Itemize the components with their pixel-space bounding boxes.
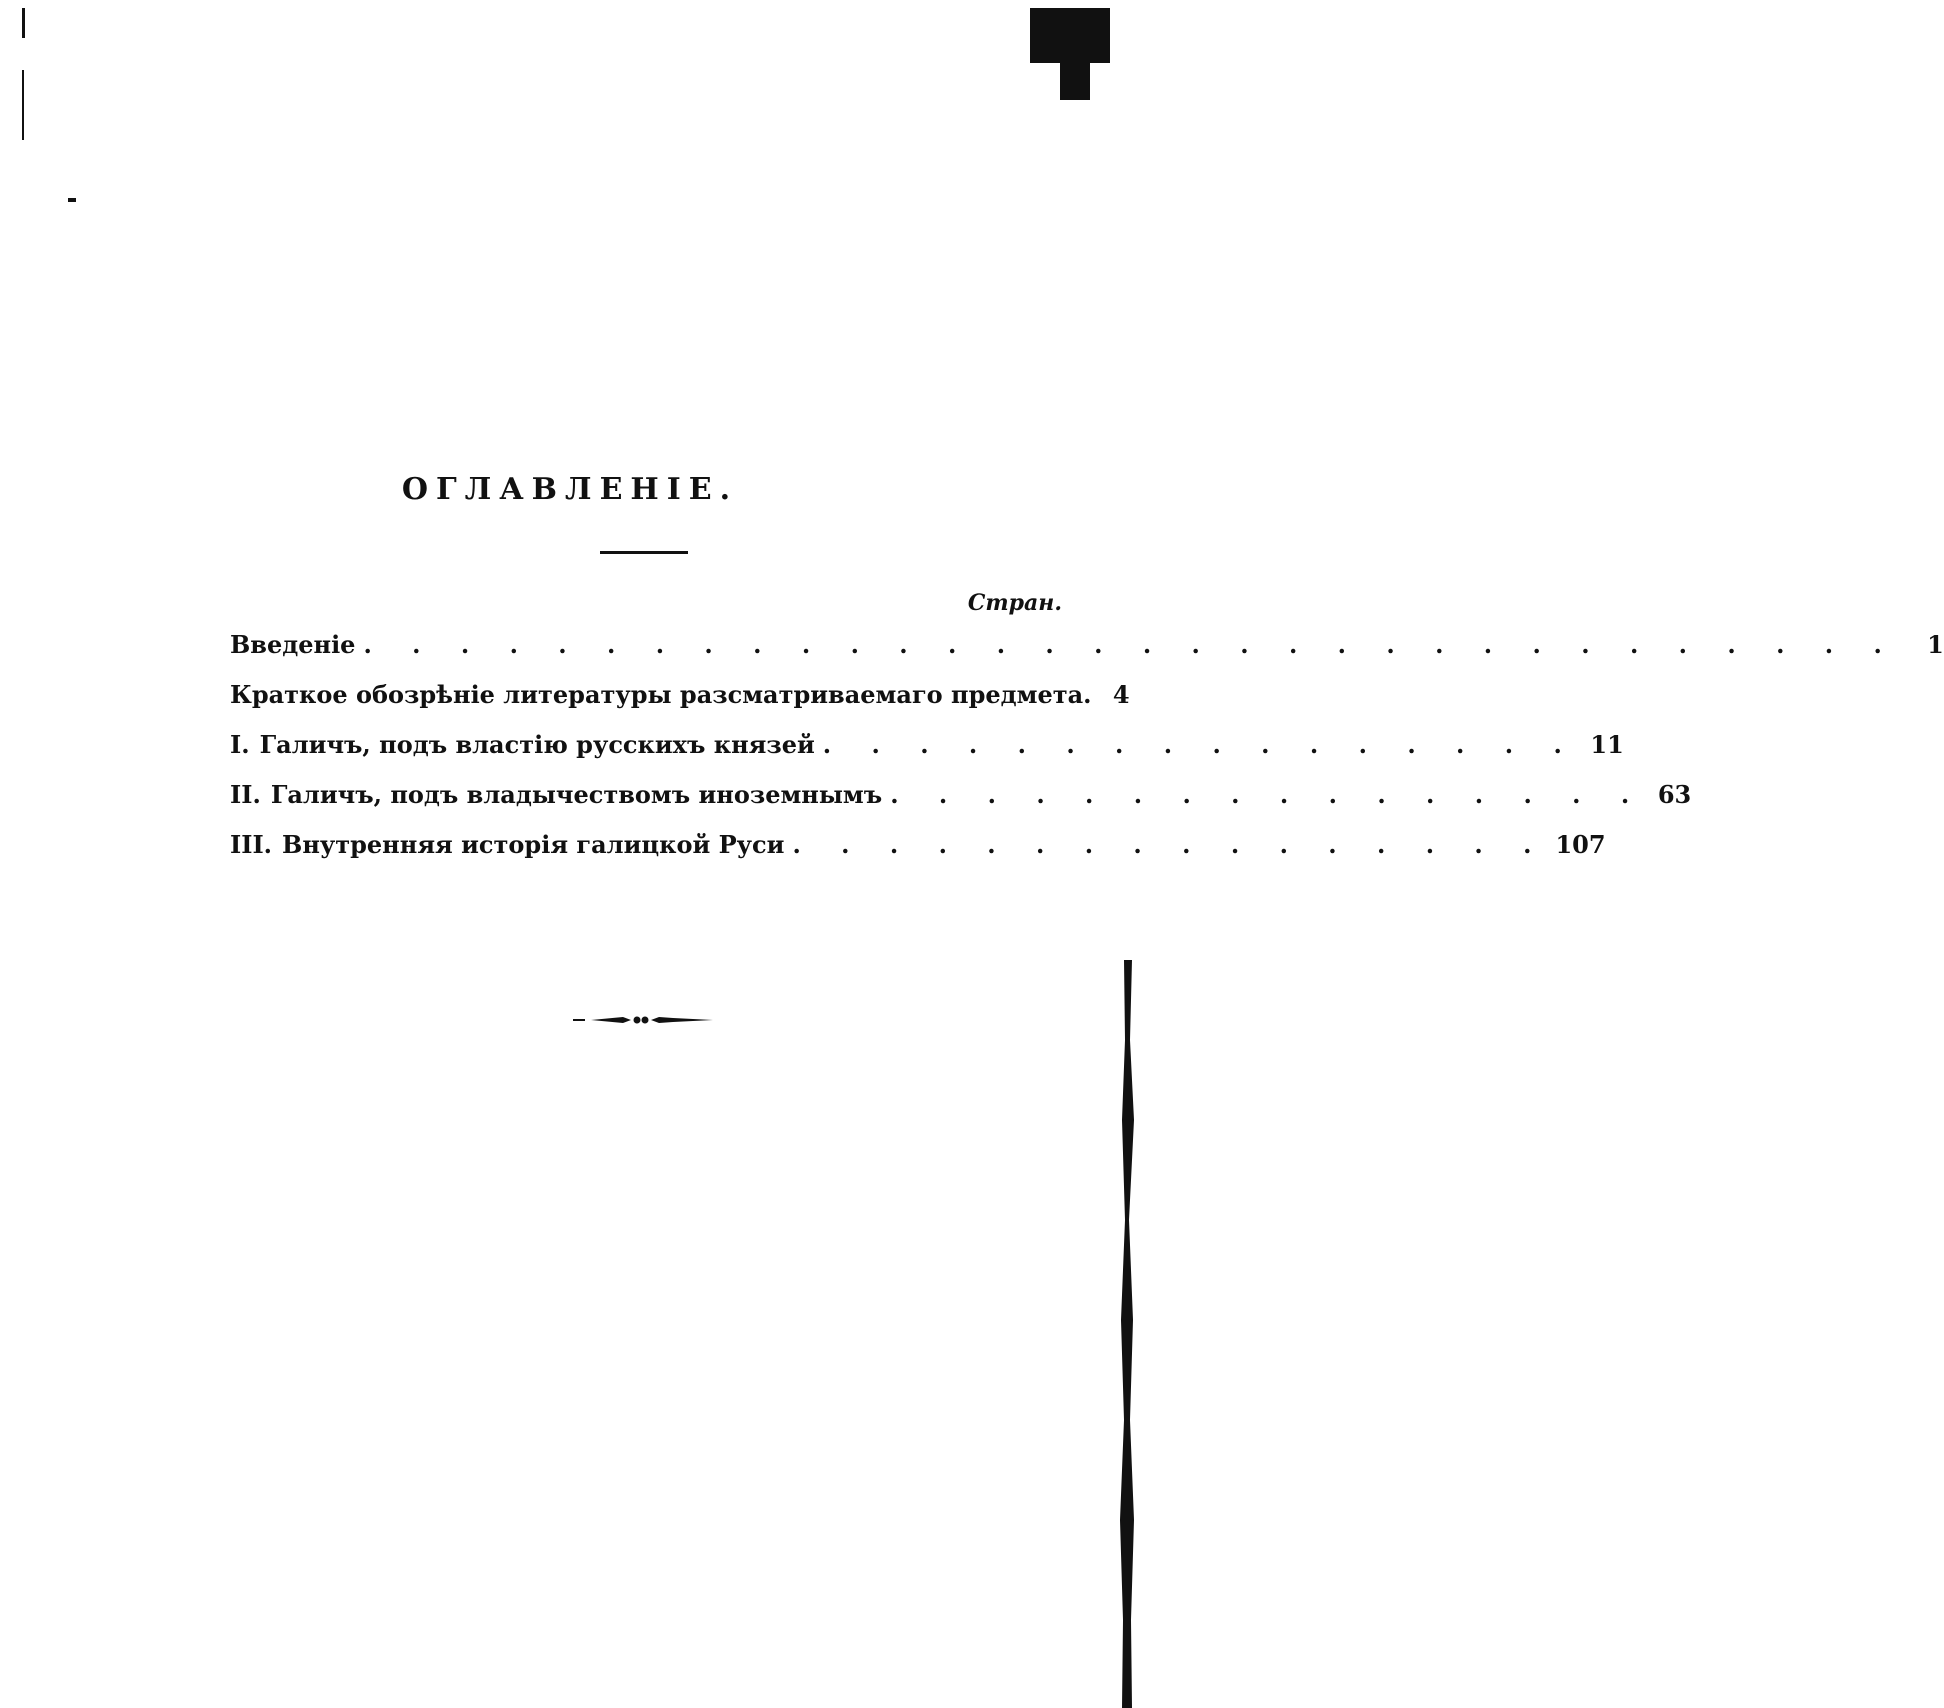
toc-entry-title: Галичъ, подъ властію русскихъ князей	[259, 730, 815, 759]
toc-leader-dots: . . . . . . . . . . . . . . . .	[822, 730, 1578, 759]
toc-entry-number: II.	[230, 780, 261, 809]
toc-entry[interactable]	[230, 820, 1606, 870]
toc-entry-title: Внутренняя исторія галицкой Руси	[282, 830, 785, 859]
scan-right-edge	[1110, 960, 1140, 1708]
scan-edge-speck	[22, 8, 25, 38]
toc-entry[interactable]	[230, 770, 1692, 820]
pages-column-header: Стран.	[967, 590, 1062, 616]
toc-leader-dots: . . . . . . . . . . . . . . . .	[792, 830, 1548, 859]
page-title: ОГЛАВЛЕНІЕ.	[401, 472, 739, 507]
toc-entry[interactable]	[230, 620, 1944, 670]
toc-leader-dots: . . . . . . . . . . . . . . . . . . . . . . . . . . . . . . . .	[363, 630, 1898, 659]
toc-entry[interactable]	[230, 720, 1624, 770]
toc-entry-page: 11	[1590, 730, 1624, 759]
toc-entry-page: 1	[1927, 630, 1944, 659]
toc-entry-page: 107	[1555, 830, 1606, 859]
toc-entry-title: Краткое обозрѣніе литературы разсматриваемаго предмета.	[230, 680, 1092, 709]
toc-entry[interactable]	[230, 670, 1130, 720]
scan-edge-speck	[22, 70, 24, 140]
toc-entry-number: I.	[230, 730, 250, 759]
toc-entry-title: Галичъ, подъ владычествомъ иноземнымъ	[270, 780, 883, 809]
ornament-divider	[573, 1010, 713, 1030]
title-rule	[600, 551, 688, 554]
toc-entry-page: 63	[1657, 780, 1692, 809]
toc-entry-title: Введеніе	[230, 630, 356, 659]
toc-leader-dots: . . . . . . . . . . . . . . . .	[890, 780, 1646, 809]
scan-edge-speck	[68, 198, 76, 202]
scan-corner-mark	[1060, 55, 1090, 100]
toc-entry-page: 4	[1112, 680, 1130, 709]
table-of-contents	[230, 620, 1944, 870]
toc-entry-number: III.	[230, 830, 273, 859]
